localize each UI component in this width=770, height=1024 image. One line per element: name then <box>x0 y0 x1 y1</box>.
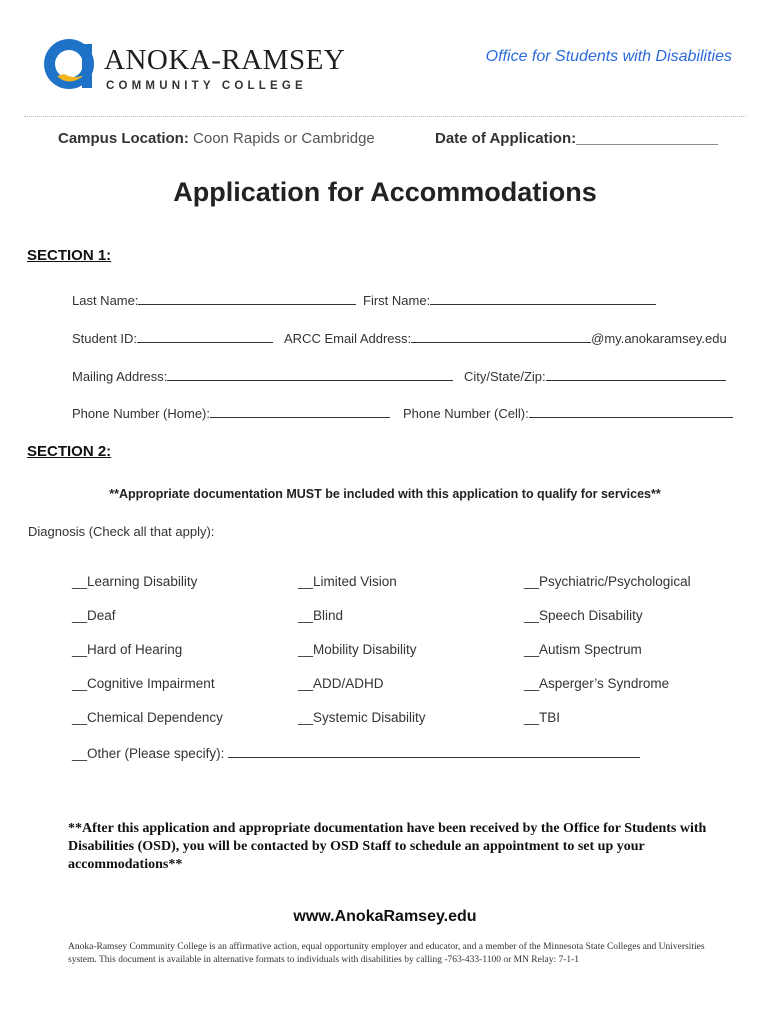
option-learning-disability[interactable]: __Learning Disability <box>72 574 198 589</box>
office-title: Office for Students with Disabilities <box>485 48 732 65</box>
footer-disclaimer: Anoka-Ramsey Community College is an affirmative action, equal opportunity employer and educator, and a member of the Minnesota State Colleges and Universities system. This document is available in alternative formats to individuals with disabilities by calling -763-433-1100 or MN Relay: 7-1-1 <box>68 942 705 965</box>
first-name-field[interactable] <box>363 292 656 308</box>
option-add-adhd[interactable]: __ADD/ADHD <box>298 676 384 691</box>
option-limited-vision[interactable]: __Limited Vision <box>298 574 397 589</box>
option-psychiatric[interactable]: __Psychiatric/Psychological <box>524 574 691 589</box>
option-tbi[interactable]: __TBI <box>524 710 561 725</box>
option-speech-disability[interactable]: __Speech Disability <box>524 608 643 623</box>
section-1-heading: SECTION 1: <box>27 247 112 264</box>
student-id-field[interactable] <box>72 330 273 346</box>
mailing-address-field[interactable] <box>72 368 453 384</box>
brand-subtitle: COMMUNITY COLLEGE <box>106 80 307 92</box>
section-2-heading: SECTION 2: <box>27 443 112 460</box>
closing-note: **After this application and appropriate documentation have been received by the Office for Students with Disabilities (OSD), you will be contacted by OSD Staff to schedule an appointment to set up your accommodations** <box>68 821 707 872</box>
option-systemic-disability[interactable]: __Systemic Disability <box>298 710 426 725</box>
student-id-label: Student ID: <box>72 331 138 346</box>
phone-cell-field[interactable] <box>403 405 733 421</box>
date-of-application-field[interactable]: Date of Application:_________________ <box>435 130 718 147</box>
campus-label: Campus Location: <box>58 130 189 147</box>
option-autism-spectrum[interactable]: __Autism Spectrum <box>524 642 642 657</box>
documentation-note: **Appropriate documentation MUST be included with this application to qualify for services** <box>109 487 661 501</box>
option-hard-of-hearing[interactable]: __Hard of Hearing <box>72 642 183 657</box>
first-name-label: First Name: <box>363 293 431 308</box>
option-deaf[interactable]: __Deaf <box>72 608 116 623</box>
last-name-field[interactable] <box>72 292 356 308</box>
college-logo-icon <box>42 36 98 92</box>
option-mobility-disability[interactable]: __Mobility Disability <box>298 642 417 657</box>
city-state-zip-label: City/State/Zip: <box>464 369 546 384</box>
email-domain: @my.anokaramsey.edu <box>591 331 727 346</box>
arcc-email-label: ARCC Email Address: <box>284 331 412 346</box>
campus-location <box>58 130 375 147</box>
phone-cell-label: Phone Number (Cell): <box>403 406 529 421</box>
header-divider <box>24 116 746 117</box>
option-cognitive-impairment[interactable]: __Cognitive Impairment <box>72 676 215 691</box>
phone-home-label: Phone Number (Home): <box>72 406 210 421</box>
phone-home-field[interactable] <box>72 405 390 421</box>
option-aspergers[interactable]: __Asperger’s Syndrome <box>524 676 670 691</box>
last-name-label: Last Name: <box>72 293 139 308</box>
option-blind[interactable]: __Blind <box>298 608 344 623</box>
diagnosis-label: Diagnosis (Check all that apply): <box>28 524 215 539</box>
mailing-address-label: Mailing Address: <box>72 369 168 384</box>
city-state-zip-field[interactable] <box>464 368 726 384</box>
option-other-label: __Other (Please specify): <box>72 746 225 761</box>
campus-value: Coon Rapids or Cambridge <box>193 130 375 147</box>
page-title: Application for Accommodations <box>173 177 597 207</box>
arcc-email-field[interactable] <box>284 330 727 346</box>
brand-name: ANOKA-RAMSEY <box>104 44 346 76</box>
option-other-field[interactable] <box>72 745 640 761</box>
website-link[interactable]: www.AnokaRamsey.edu <box>293 908 477 925</box>
option-chemical-dependency[interactable]: __Chemical Dependency <box>72 710 223 725</box>
